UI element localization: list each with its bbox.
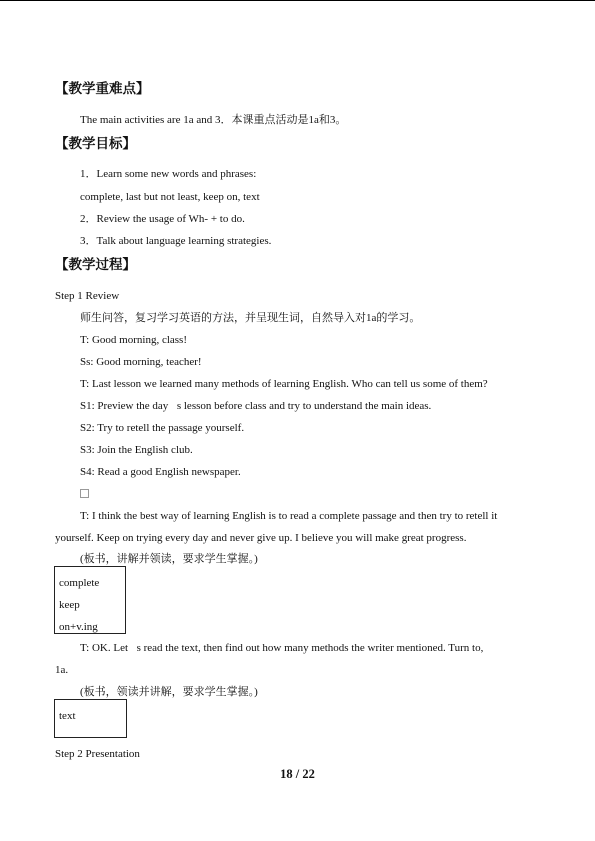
teacher-line: yourself. Keep on trying every day and never give up. I believe you will make great progress. (55, 532, 467, 544)
step2-title: Step 2 Presentation (55, 748, 140, 760)
dialogue-line: Ss: Good morning, teacher! (80, 356, 202, 368)
board-note: (板书，讲解并领读，要求学生掌握。) (80, 553, 258, 565)
objective-2: 2．Review the usage of Wh- + to do. (80, 213, 245, 225)
step1-title: Step 1 Review (55, 290, 120, 302)
board-note: (板书，领读并讲解，要求学生掌握。) (80, 686, 258, 698)
board-word: complete (59, 577, 100, 589)
objective-1-words: complete, last but not least, keep on, text (80, 191, 260, 203)
page-number: 18 / 22 (280, 767, 315, 781)
teacher-line: T: I think the best way of learning English is to read a complete passage and then try to retell it (80, 510, 498, 522)
heading-key-points: 【教学重难点】 (55, 81, 150, 97)
key-points-text: The main activities are 1a and 3．本课重点活动是1a和3。 (80, 114, 347, 126)
teacher-line: 1a. (55, 664, 69, 676)
dialogue-line: S3: Join the English club. (80, 444, 193, 456)
heading-process: 【教学过程】 (55, 257, 136, 273)
dialogue-line: S4: Read a good English newspaper. (80, 466, 241, 478)
board-word: keep (59, 599, 80, 611)
placeholder-box-icon (80, 489, 89, 498)
step1-intro: 师生问答，复习学习英语的方法，并呈现生词，自然导入对1a的学习。 (80, 312, 421, 324)
blackboard-box-1 (54, 566, 126, 634)
objective-3: 3．Talk about language learning strategies. (80, 235, 272, 247)
page-top-rule (0, 0, 595, 1)
board-word: text (59, 710, 76, 722)
board-word: on+v.ing (59, 621, 98, 633)
heading-objectives: 【教学目标】 (55, 136, 136, 152)
dialogue-line: T: Good morning, class! (80, 334, 187, 346)
dialogue-line: S2: Try to retell the passage yourself. (80, 422, 245, 434)
dialogue-line: T: Last lesson we learned many methods of learning English. Who can tell us some of them? (80, 378, 488, 390)
teacher-line: T: OK. Let s read the text, then find out how many methods the writer mentioned. Turn to, (80, 642, 484, 654)
blackboard-box-2 (54, 699, 127, 738)
objective-1: 1．Learn some new words and phrases: (80, 168, 257, 180)
dialogue-line: S1: Preview the day s lesson before class and try to understand the main ideas. (80, 400, 432, 412)
